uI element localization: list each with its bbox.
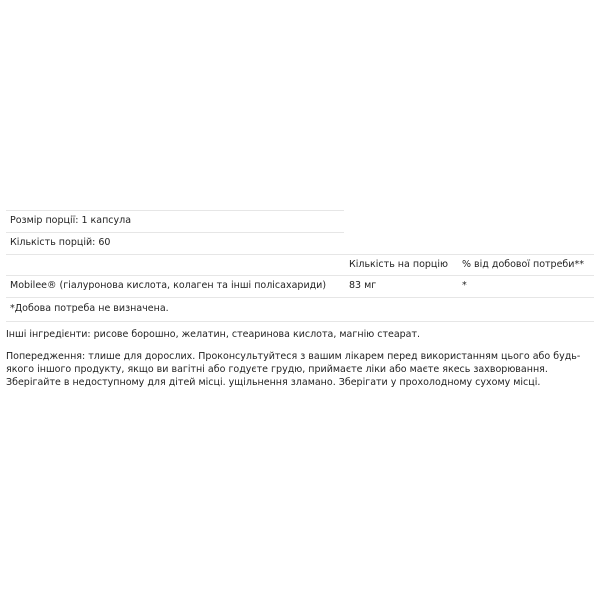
warning-text: Попередження: тлише для дорослих. Проконсультуйтеся з вашим лікарем перед використанням цього або будь-якого іншого продукту, якщо ви вагітні або годуєте грудю, приймаєте ліки або маєте якесь захворювання. Зберігайте в недоступному для дітей місці. ущільнення зламано. Зберігати у прохолодному сухому місці. bbox=[6, 351, 581, 388]
column-header-daily-value: % від добової потреби** bbox=[462, 259, 584, 270]
serving-size: Розмір порції: 1 капсула bbox=[10, 215, 132, 226]
divider bbox=[6, 254, 594, 255]
divider bbox=[6, 232, 344, 233]
other-ingredients: Інші інгредієнти: рисове борошно, желатин, стеаринова кислота, магнію стеарат. bbox=[6, 329, 421, 340]
column-header-amount: Кількість на порцію bbox=[349, 259, 449, 270]
ingredient-daily-value: * bbox=[462, 280, 467, 291]
divider bbox=[6, 321, 594, 322]
ingredient-amount: 83 мг bbox=[349, 280, 377, 291]
footnote: *Добова потреба не визначена. bbox=[10, 303, 169, 314]
divider bbox=[6, 297, 594, 298]
servings-per-container: Кількість порцій: 60 bbox=[10, 237, 111, 248]
ingredient-name: Mobilee® (гіалуронова кислота, колаген та інші полісахариди) bbox=[10, 280, 327, 291]
divider bbox=[6, 275, 594, 276]
divider bbox=[6, 210, 344, 211]
